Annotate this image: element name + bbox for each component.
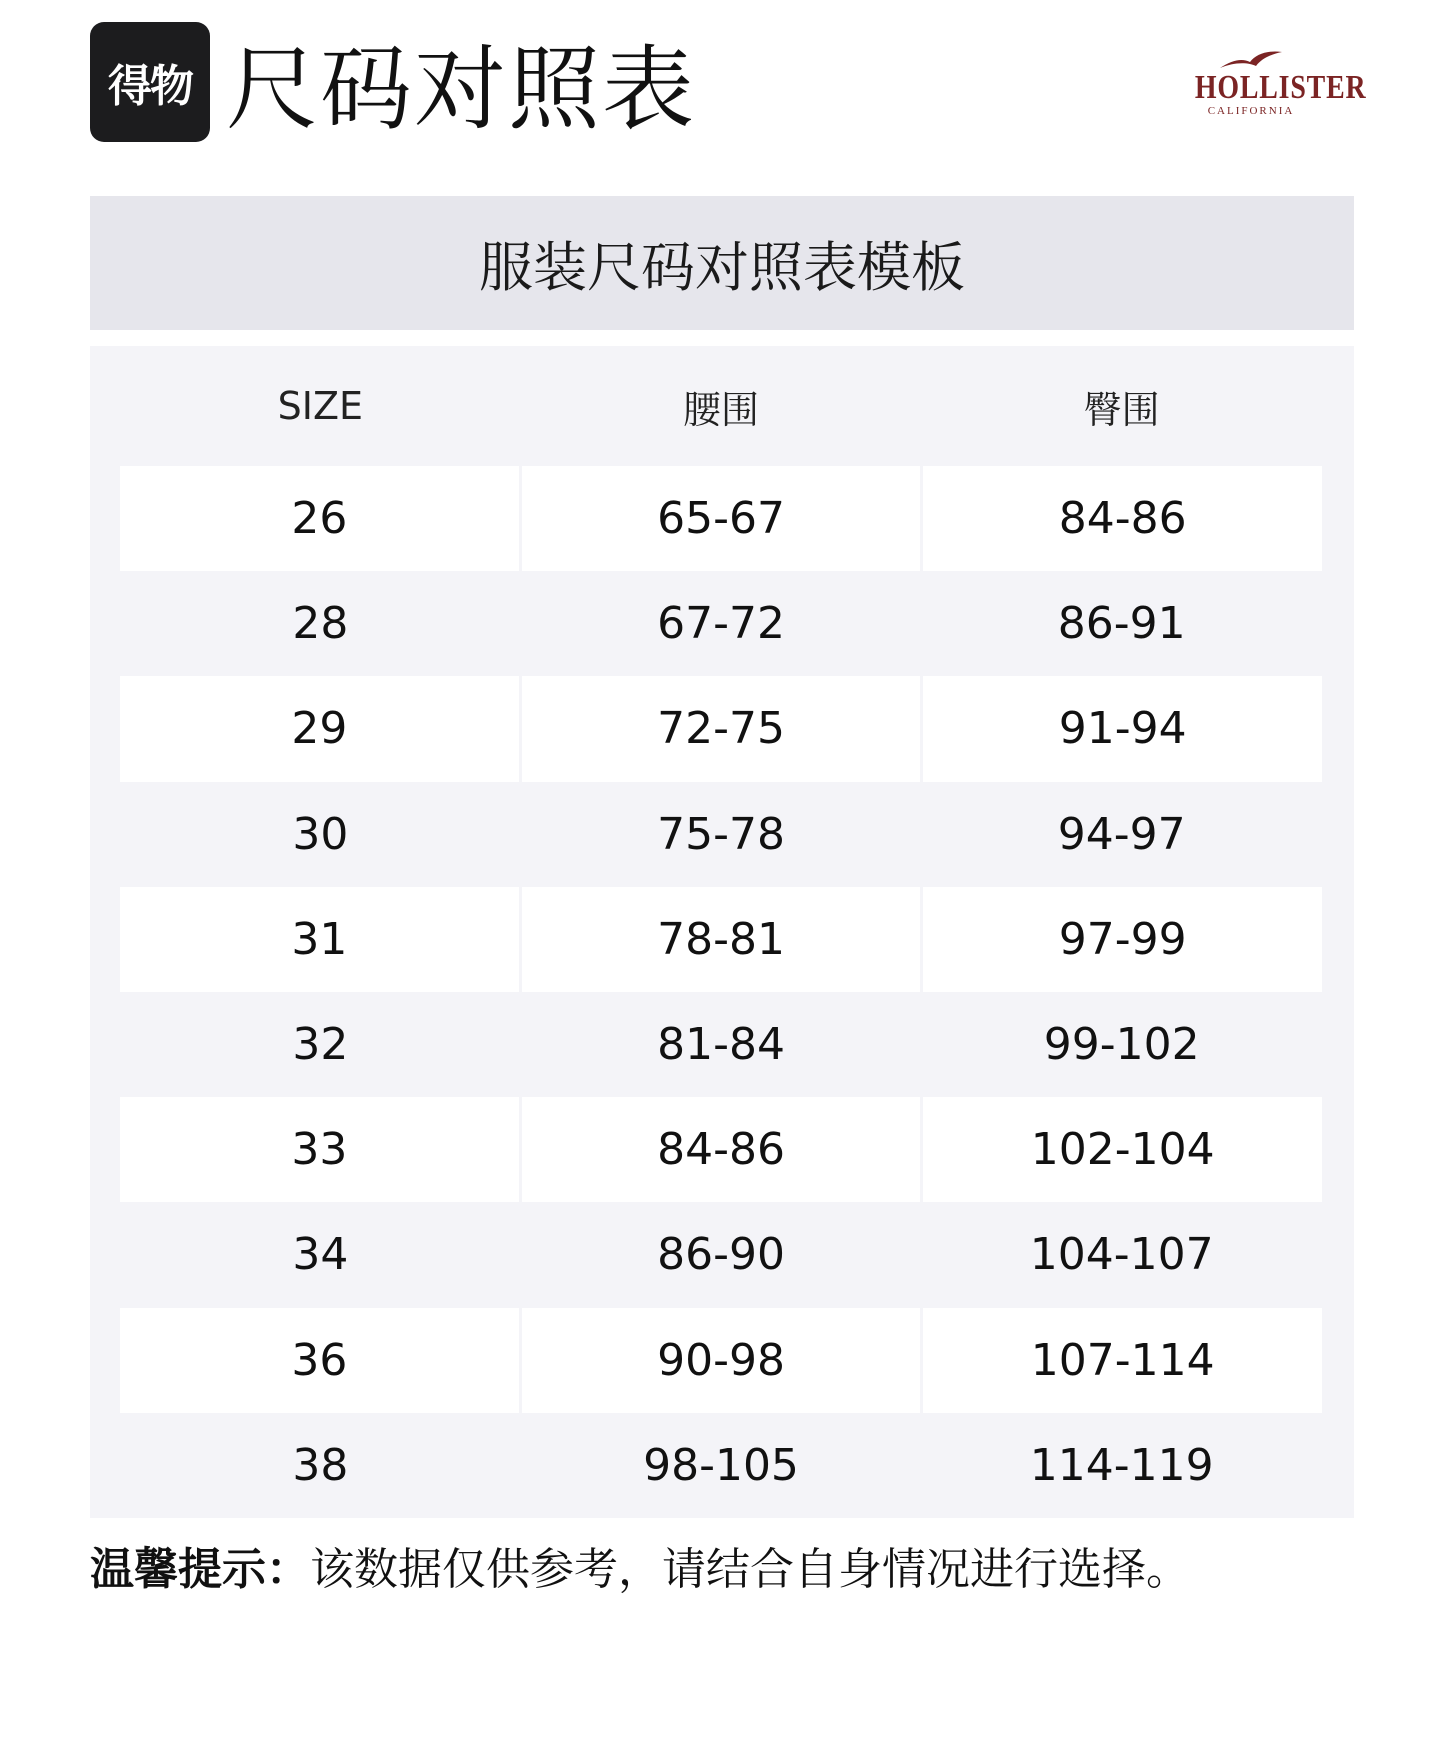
tip-text: 该数据仅供参考，请结合自身情况进行选择。: [310, 1544, 1190, 1595]
hip-cell: 114-119: [1029, 1439, 1214, 1491]
size-table: [90, 346, 1354, 1518]
table-row: [120, 1413, 1322, 1518]
column-header-hip: 臀围: [1083, 387, 1160, 432]
brand-name: HOLLISTER: [1194, 69, 1367, 106]
size-cell: 38: [292, 1439, 349, 1491]
hip-cell: 84-86: [920, 466, 1322, 571]
table-header: [120, 346, 1322, 466]
logo-text: 得物: [108, 61, 192, 112]
hip-cell: 91-94: [920, 676, 1322, 781]
hip-cell: 104-107: [1029, 1229, 1214, 1281]
table-body: [120, 466, 1322, 1518]
dewu-logo: [90, 22, 210, 142]
waist-cell: 75-78: [657, 808, 785, 860]
size-cell: 34: [292, 1229, 349, 1281]
waist-cell: 84-86: [519, 1097, 921, 1202]
tip-note: [90, 1540, 1354, 1600]
table-banner: [90, 196, 1354, 330]
table-row: [120, 1202, 1322, 1307]
size-cell: 29: [120, 676, 519, 781]
waist-cell: 98-105: [643, 1439, 799, 1491]
size-cell: 30: [292, 808, 349, 860]
tip-label: 温馨提示：: [90, 1544, 310, 1595]
size-cell: 36: [120, 1308, 519, 1413]
table-row: [120, 1097, 1322, 1202]
waist-cell: 78-81: [519, 887, 921, 992]
header: [90, 22, 1367, 152]
brand-logo: [1176, 46, 1367, 136]
table-row: [120, 571, 1322, 676]
page-title: 尺码对照表: [226, 36, 697, 143]
waist-cell: 72-75: [519, 676, 921, 781]
waist-cell: 81-84: [657, 1019, 785, 1071]
table-title: 服装尺码对照表模板: [479, 235, 965, 299]
hip-cell: 99-102: [1043, 1019, 1200, 1071]
size-cell: 28: [292, 598, 349, 650]
hip-cell: 94-97: [1057, 808, 1186, 860]
table-row: [120, 466, 1322, 571]
table-row: [120, 1308, 1322, 1413]
table-row: [120, 992, 1322, 1097]
size-cell: 31: [120, 887, 519, 992]
table-row: [120, 887, 1322, 992]
waist-cell: 65-67: [519, 466, 921, 571]
size-cell: 33: [120, 1097, 519, 1202]
hip-cell: 97-99: [920, 887, 1322, 992]
size-cell: 32: [292, 1019, 349, 1071]
column-header-size: SIZE: [277, 384, 364, 428]
table-row: [120, 782, 1322, 887]
waist-cell: 67-72: [657, 598, 785, 650]
waist-cell: 90-98: [519, 1308, 921, 1413]
size-cell: 26: [120, 466, 519, 571]
brand-sub: CALIFORNIA: [1207, 105, 1295, 117]
hip-cell: 107-114: [920, 1308, 1322, 1413]
column-header-waist: 腰围: [683, 387, 760, 432]
hip-cell: 86-91: [1057, 598, 1186, 650]
table-row: [120, 676, 1322, 781]
hip-cell: 102-104: [920, 1097, 1322, 1202]
waist-cell: 86-90: [657, 1229, 785, 1281]
